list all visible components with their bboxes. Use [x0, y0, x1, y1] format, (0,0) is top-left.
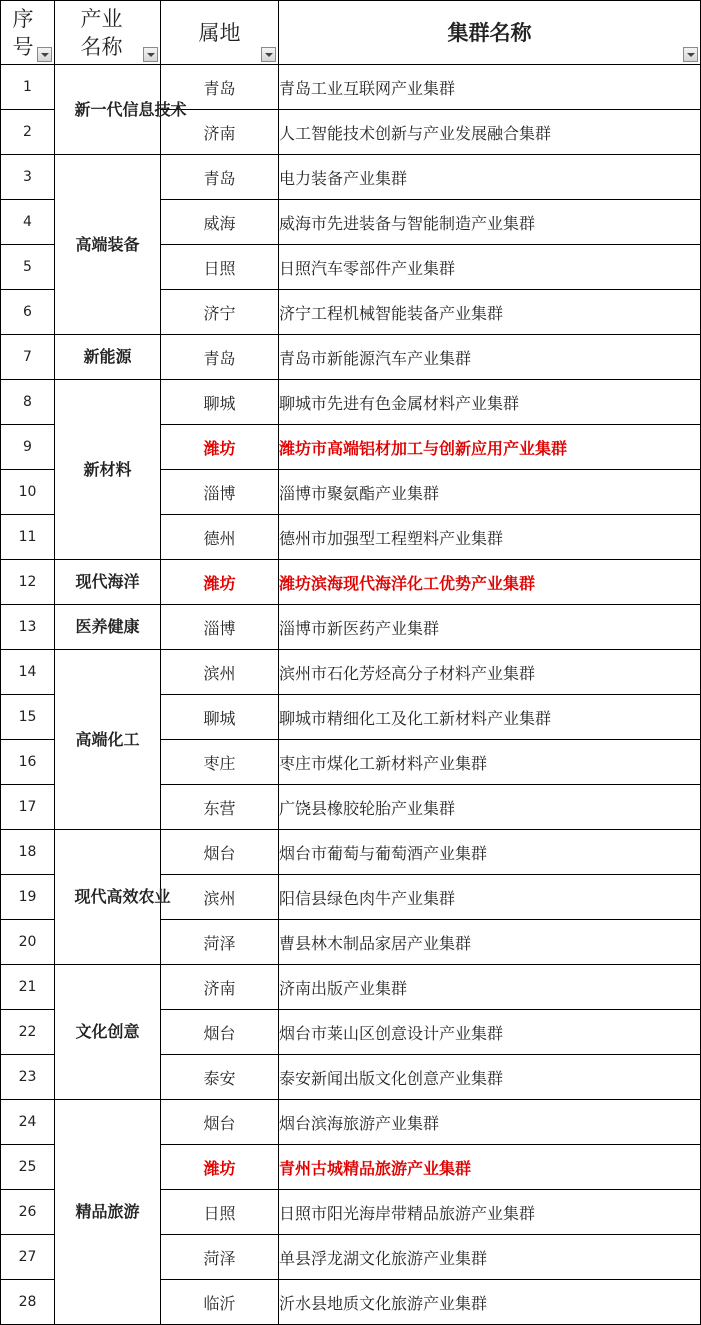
industry-name: 高端装备 — [75, 234, 140, 254]
filter-dropdown-icon[interactable] — [37, 47, 52, 62]
header-row — [1, 1, 701, 65]
filter-dropdown-icon[interactable] — [143, 47, 158, 62]
row-cluster-name-cell: 淄博市聚氨酯产业集群 — [279, 470, 701, 515]
row-location-cell: 烟台 — [161, 1010, 279, 1055]
filter-dropdown-icon[interactable] — [261, 47, 276, 62]
row-cluster-name-cell: 济宁工程机械智能装备产业集群 — [279, 290, 701, 335]
row-location-cell: 潍坊 — [161, 1145, 279, 1190]
row-location-cell: 济宁 — [161, 290, 279, 335]
industry-cell — [55, 560, 161, 605]
table-row — [1, 605, 701, 650]
row-cluster-name-cell: 烟台滨海旅游产业集群 — [279, 1100, 701, 1145]
row-location-cell: 淄博 — [161, 605, 279, 650]
row-location-cell: 淄博 — [161, 470, 279, 515]
row-location-cell: 青岛 — [161, 155, 279, 200]
row-location-cell: 枣庄 — [161, 740, 279, 785]
row-seq-cell: 18 — [1, 830, 55, 875]
table-row — [1, 650, 701, 695]
row-cluster-name-cell: 人工智能技术创新与产业发展融合集群 — [279, 110, 701, 155]
industry-name: 文化创意 — [75, 1022, 140, 1041]
row-seq-cell: 14 — [1, 650, 55, 695]
row-seq-cell: 2 — [1, 110, 55, 155]
row-location-cell: 烟台 — [161, 830, 279, 875]
table-row — [1, 380, 701, 425]
header-cluster-label: 集群名称 — [447, 19, 532, 45]
row-seq-cell: 20 — [1, 920, 55, 965]
row-seq-cell: 28 — [1, 1280, 55, 1325]
row-cluster-name-cell: 阳信县绿色肉牛产业集群 — [279, 875, 701, 920]
industry-cell — [55, 335, 161, 380]
industry-name: 新一代信息技术 — [74, 99, 187, 119]
table-row — [1, 65, 701, 110]
row-seq-cell: 9 — [1, 425, 55, 470]
header-seq-label: 序号 — [12, 6, 34, 59]
table-row — [1, 335, 701, 380]
row-location-cell: 滨州 — [161, 650, 279, 695]
industry-name: 新能源 — [83, 347, 132, 366]
row-location-cell: 东营 — [161, 785, 279, 830]
industry-cell — [55, 830, 171, 965]
row-cluster-name-cell: 青州古城精品旅游产业集群 — [279, 1145, 701, 1190]
row-location-cell: 菏泽 — [161, 1235, 279, 1280]
row-cluster-name-cell: 日照市阳光海岸带精品旅游产业集群 — [279, 1190, 701, 1235]
row-cluster-name-cell: 青岛工业互联网产业集群 — [279, 65, 701, 110]
row-seq-cell: 13 — [1, 605, 55, 650]
industry-cell — [55, 65, 187, 155]
row-location-cell: 青岛 — [161, 335, 279, 380]
row-seq-cell: 21 — [1, 965, 55, 1010]
industry-name: 精品旅游 — [75, 1202, 140, 1221]
row-seq-cell: 12 — [1, 560, 55, 605]
table-body — [1, 65, 701, 1325]
table-row — [1, 965, 701, 1010]
header-seq — [1, 1, 55, 65]
row-location-cell: 聊城 — [161, 380, 279, 425]
row-seq-cell: 8 — [1, 380, 55, 425]
row-cluster-name-cell: 滨州市石化芳烃高分子材料产业集群 — [279, 650, 701, 695]
row-seq-cell: 11 — [1, 515, 55, 560]
row-seq-cell: 16 — [1, 740, 55, 785]
row-location-cell: 青岛 — [161, 65, 279, 110]
header-industry — [55, 1, 161, 65]
table-row — [1, 155, 701, 200]
row-seq-cell: 10 — [1, 470, 55, 515]
row-cluster-name-cell: 聊城市先进有色金属材料产业集群 — [279, 380, 701, 425]
row-cluster-name-cell: 曹县林木制品家居产业集群 — [279, 920, 701, 965]
row-cluster-name-cell: 济南出版产业集群 — [279, 965, 701, 1010]
table-row — [1, 560, 701, 605]
row-seq-cell: 6 — [1, 290, 55, 335]
row-cluster-name-cell: 德州市加强型工程塑料产业集群 — [279, 515, 701, 560]
header-location — [161, 1, 279, 65]
row-cluster-name-cell: 聊城市精细化工及化工新材料产业集群 — [279, 695, 701, 740]
row-location-cell: 烟台 — [161, 1100, 279, 1145]
industry-name: 现代高效农业 — [74, 887, 171, 906]
row-location-cell: 临沂 — [161, 1280, 279, 1325]
industry-cell — [55, 605, 161, 650]
row-seq-cell: 24 — [1, 1100, 55, 1145]
table-row — [1, 1100, 701, 1145]
row-seq-cell: 22 — [1, 1010, 55, 1055]
row-seq-cell: 25 — [1, 1145, 55, 1190]
header-cluster — [279, 1, 701, 65]
row-cluster-name-cell: 日照汽车零部件产业集群 — [279, 245, 701, 290]
row-seq-cell: 3 — [1, 155, 55, 200]
row-seq-cell: 17 — [1, 785, 55, 830]
row-location-cell: 潍坊 — [161, 560, 279, 605]
row-seq-cell: 5 — [1, 245, 55, 290]
industry-name: 高端化工 — [75, 729, 140, 749]
row-location-cell: 日照 — [161, 245, 279, 290]
row-seq-cell: 4 — [1, 200, 55, 245]
row-location-cell: 日照 — [161, 1190, 279, 1235]
row-seq-cell: 15 — [1, 695, 55, 740]
filter-dropdown-icon[interactable] — [683, 47, 698, 62]
row-location-cell: 泰安 — [161, 1055, 279, 1100]
industry-name: 医养健康 — [75, 617, 140, 636]
row-cluster-name-cell: 泰安新闻出版文化创意产业集群 — [279, 1055, 701, 1100]
row-location-cell: 德州 — [161, 515, 279, 560]
table-row — [1, 830, 701, 875]
industry-name: 现代海洋 — [75, 572, 140, 591]
header-location-label: 属地 — [198, 20, 241, 45]
row-location-cell: 威海 — [161, 200, 279, 245]
header-industry-label: 产业名称 — [80, 6, 123, 59]
row-cluster-name-cell: 烟台市莱山区创意设计产业集群 — [279, 1010, 701, 1055]
row-seq-cell: 26 — [1, 1190, 55, 1235]
industry-cell — [55, 965, 161, 1100]
row-cluster-name-cell: 潍坊市高端铝材加工与创新应用产业集群 — [279, 425, 701, 470]
row-cluster-name-cell: 电力装备产业集群 — [279, 155, 701, 200]
row-cluster-name-cell: 单县浮龙湖文化旅游产业集群 — [279, 1235, 701, 1280]
row-cluster-name-cell: 威海市先进装备与智能制造产业集群 — [279, 200, 701, 245]
industry-cell — [55, 155, 161, 335]
industry-cell — [55, 380, 161, 560]
row-seq-cell: 19 — [1, 875, 55, 920]
row-cluster-name-cell: 淄博市新医药产业集群 — [279, 605, 701, 650]
row-seq-cell: 1 — [1, 65, 55, 110]
industry-cell — [55, 1100, 161, 1325]
industry-name: 新材料 — [83, 459, 132, 479]
row-cluster-name-cell: 沂水县地质文化旅游产业集群 — [279, 1280, 701, 1325]
row-cluster-name-cell: 青岛市新能源汽车产业集群 — [279, 335, 701, 380]
row-cluster-name-cell: 烟台市葡萄与葡萄酒产业集群 — [279, 830, 701, 875]
industry-cell — [55, 650, 161, 830]
row-location-cell: 聊城 — [161, 695, 279, 740]
row-location-cell: 济南 — [161, 965, 279, 1010]
row-seq-cell: 7 — [1, 335, 55, 380]
row-cluster-name-cell: 潍坊滨海现代海洋化工优势产业集群 — [279, 560, 701, 605]
row-location-cell: 菏泽 — [161, 920, 279, 965]
row-cluster-name-cell: 广饶县橡胶轮胎产业集群 — [279, 785, 701, 830]
row-seq-cell: 27 — [1, 1235, 55, 1280]
row-cluster-name-cell: 枣庄市煤化工新材料产业集群 — [279, 740, 701, 785]
row-location-cell: 济南 — [161, 110, 279, 155]
row-seq-cell: 23 — [1, 1055, 55, 1100]
row-location-cell: 潍坊 — [161, 425, 279, 470]
row-location-cell: 滨州 — [161, 875, 279, 920]
